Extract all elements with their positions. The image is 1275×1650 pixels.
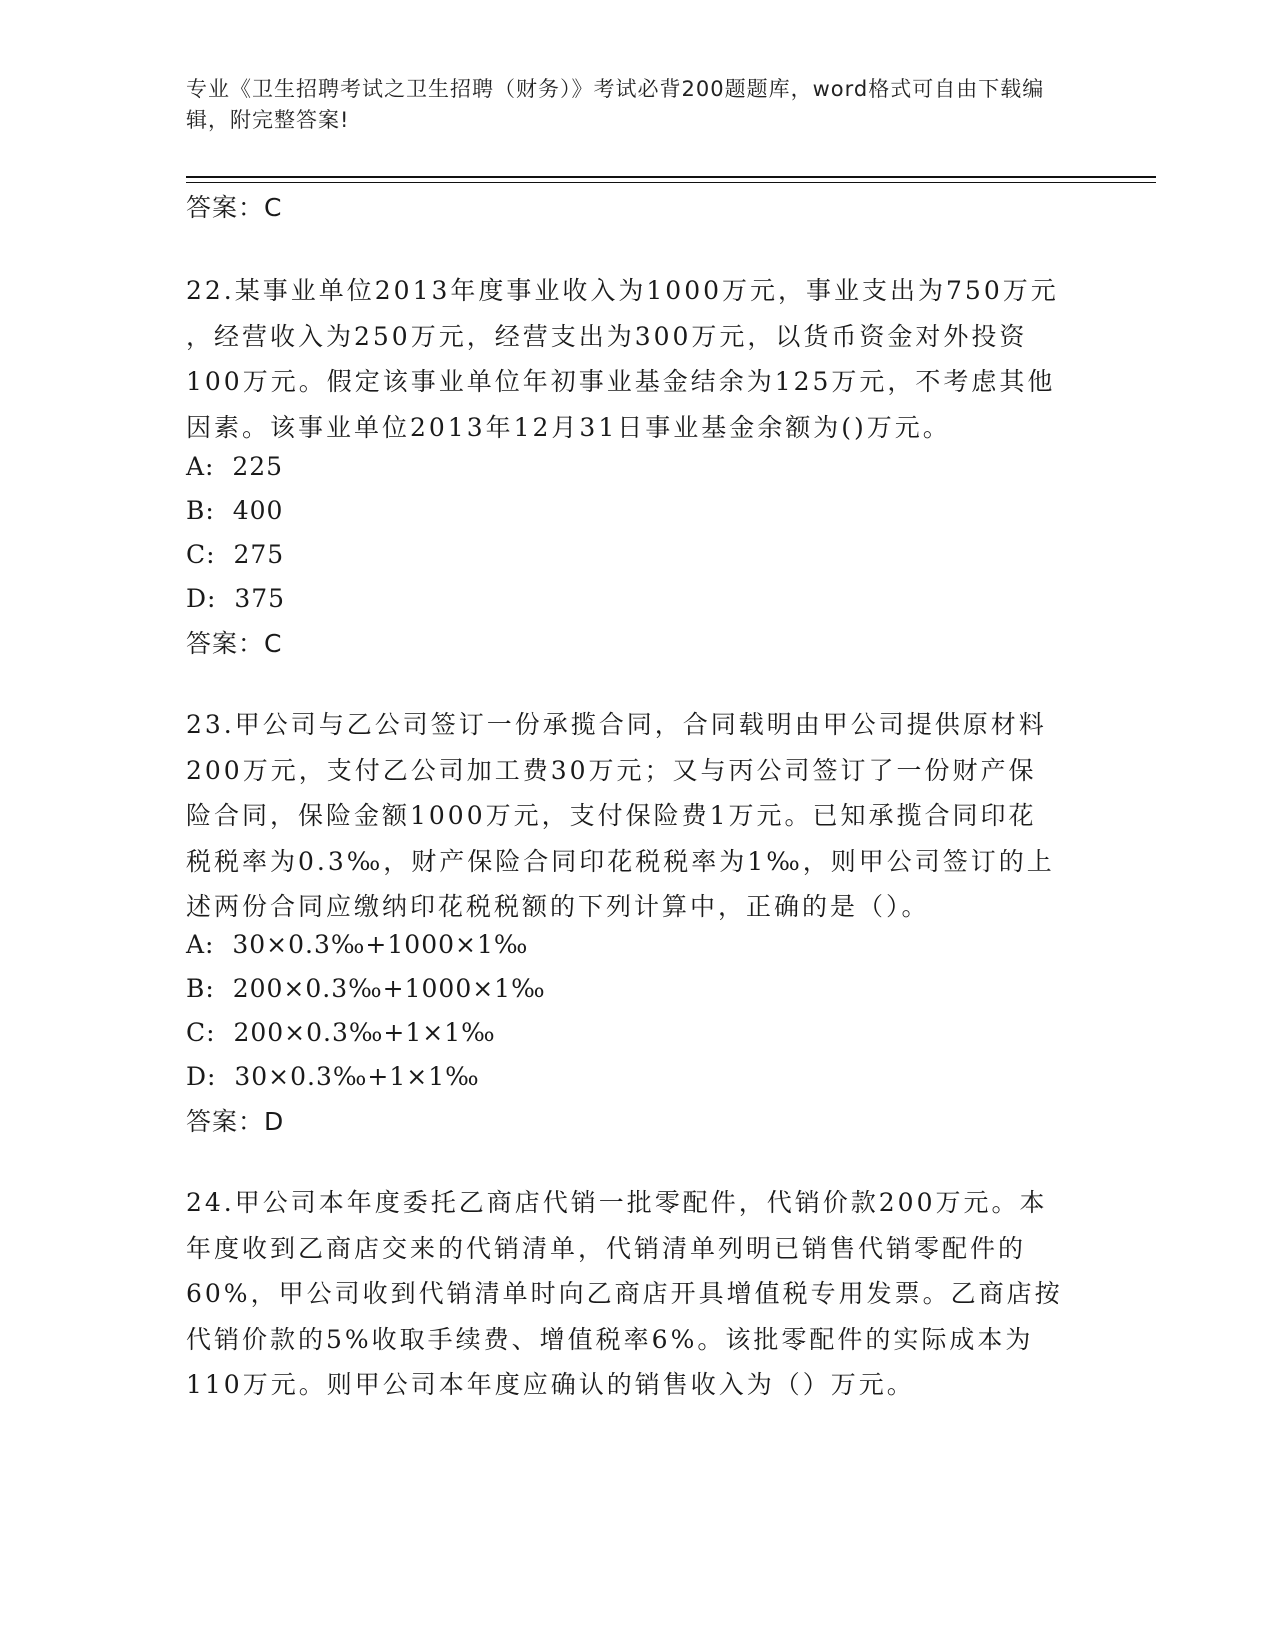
question-24 [186,1180,1086,1408]
option-c: C: 275 [186,540,285,569]
option-a: A: 225 [186,452,284,481]
option-b: B: 200×0.3‰+1000×1‰ [186,974,546,1003]
option-d: D: 375 [186,584,286,613]
option-a: A: 30×0.3‰+1000×1‰ [186,930,529,959]
question-text: 某事业单位2013年度事业收入为1000万元，事业支出为750万元 ，经营收入为250万元，经营支出为300万元，以货币资金对外投资 100万元。假定该事业单位年初事业基金结余为125万元，不考虑其他 因素。该事业单位2013年12月31日事业基金余额为()万元。 [186,276,1059,442]
question-text: 甲公司本年度委托乙商店代销一批零配件，代销价款200万元。本 年度收到乙商店交来的代销清单，代销清单列明已销售代销零配件的 60%，甲公司收到代销清单时向乙商店开具增值税专用发票。乙商店按 代销价款的5%收取手续费、增值税率6%。该批零配件的实际成本为 110万元。则甲公司本年度应确认的销售收入为（）万元。 [186,1188,1063,1399]
question-text: 甲公司与乙公司签订一份承揽合同，合同载明由甲公司提供原材料 200万元，支付乙公司加工费30万元；又与丙公司签订了一份财产保 险合同，保险金额1000万元，支付保险费1万元。已知承揽合同印花 税税率为0.3‰，财产保险合同印花税税率为1‰，则甲公司签订的上 述两份合同应缴纳印花税税额的下列计算中，正确的是（）。 [186,710,1055,921]
option-d: D: 30×0.3‰+1×1‰ [186,1062,480,1091]
question-23 [186,702,1086,930]
answer-prev-question: 答案：C [186,193,283,222]
question-number: 24. [186,1188,235,1217]
answer-23: 答案：D [186,1107,285,1136]
question-number: 22. [186,276,235,305]
header-divider-thick [186,176,1156,178]
header-divider-thin [186,182,1156,183]
question-22 [186,268,1086,450]
option-c: C: 200×0.3‰+1×1‰ [186,1018,496,1047]
question-number: 23. [186,710,235,739]
answer-22: 答案：C [186,629,283,658]
page-header-title: 专业《卫生招聘考试之卫生招聘（财务）》考试必背200题题库，word格式可自由下载编辑，附完整答案! [186,77,1045,132]
option-b: B: 400 [186,496,284,525]
